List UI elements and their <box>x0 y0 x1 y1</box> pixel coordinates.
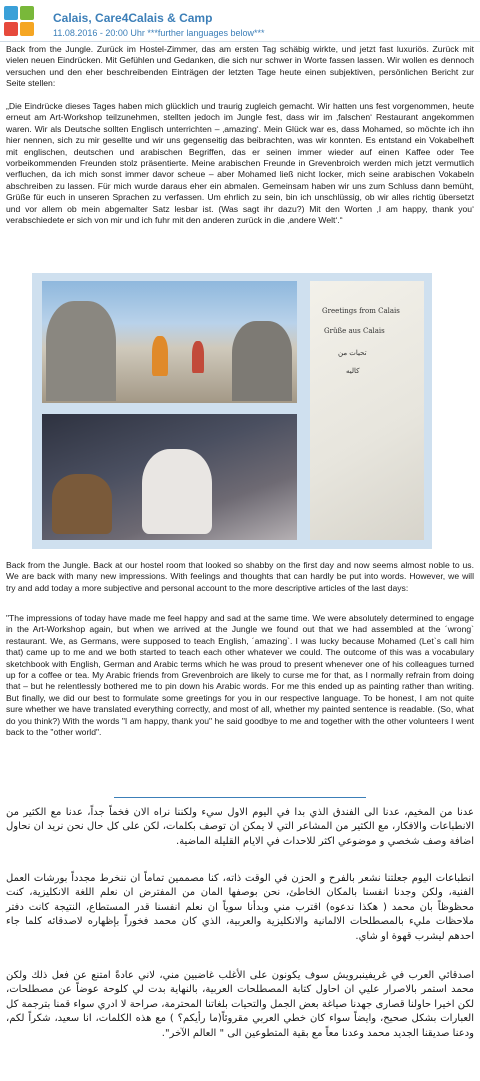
german-intro: Back from the Jungle. Zurück im Hostel-Zimmer, das am ersten Tag schäbig wirkte, und jetzt fast luxuriös. Zurück mit vielen neuen Eindrücken. Mit Gefühlen und Gedanken, die sich nur schwer in Worte fassen lassen. Wir wollen es dennoch versuchen und den eher beschreibenden Einträgen der letzten Tage heute einen subjektiven, persönlichen Bericht zur Seite stellen: <box>6 44 474 89</box>
language-divider <box>114 797 366 798</box>
english-quote: "The impressions of today have made me feel happy and sad at the same time. We were absolutely determined to engage in the Art-Workshop again, but when we arrived at the Jungle we found out that we had assembled at the ´wrong` restaurant. We, as Germans, were supposed to teach English, ´amazing`. I was lucky because Mohamed (Let`s call him that) came up to me and we both started to teach each other whatever we could. The outcome of this was a vocabulary sketchbook with English, German and Arabic terms which he was proud to present whenever one of his colleagues turned up for a coffee or tea. My Arabic friends from Grevenbroich are likely to curse me for that, as I normally refrain from doing that – but he relentlessly bothered me to pin down his Arabic words. For me this ended up as painting rather than writing. But finally, we did our best to formulate some greetings for you in our respective language. To be honest, I am not quite sure whether we have translated everything correctly, and most of all, whether my painted sentence is readable. (So, what do you think?) With the words "I am happy, thank you" he said goodbye to me and together with the other volunteers I went back to the "other world". <box>6 613 474 738</box>
logo-tile-red <box>4 22 18 36</box>
note-line: تحيات من <box>338 349 367 357</box>
english-intro: Back from the Jungle. Back at our hostel room that looked so shabby on the first day and now seems almost noble to us. We are back with many new impressions. With feelings and thoughts that can hardly be put into words. However, we will try and add today a more subjective and personal account to the more descriptive articles of the last days: <box>6 560 474 593</box>
arabic-paragraph-3: اصدقائي العرب في غريفينبرويش سوف يكونون على الأغلب غاضبين مني، لاني عادةً امتنع عن فعل ذلك ولكن محمد استمر بالاصرار عليي ان احاول كتابة المصطلحات العربية، بالنهاية بدت لي كلوحة عوضاً عن مصطلحات، لكن اخيرا حاولنا قصارى جهدنا صياغة بعض الجمل والتحيات بلغاتنا المحترمة، صراحة لا ادري سواء قمنا بترجمة كل العبارات بشكل صحيح، وايضاً سواء كان خطي العربي مقروئاً(ما رأيكم؟ ) مع هذه الكلمات، انا سعيد، شكراً لكم، ودعنا صديقنا الجديد محمد وعدنا معاً مع بقية المتطوعين الى " العالم الآخر". <box>6 970 474 1039</box>
post-meta: 11.08.2016 - 20:00 Uhr ***further languages below*** <box>53 28 265 38</box>
photo-collage <box>32 273 432 549</box>
tent-shape <box>232 321 292 401</box>
site-logo[interactable] <box>4 6 34 36</box>
person-figure <box>142 449 212 534</box>
note-line: Grüße aus Calais <box>324 327 385 335</box>
person-figure <box>52 474 112 534</box>
arabic-paragraph-2: انطباعات اليوم جعلتنا نشعر بالفرح و الحزن في الوقت ذاته، كنا مصممين تماماً ان ننخرط مجدداً بورشات العمل الفنية، ولكن وجدنا انفسنا بالمكان الخاطئ، نحن بوصفها المان من المفترض ان نعلم اللغة الانكليزية، كنت محظوظاً بان محمد ( هكذا ندعوه) اقترب مني وبدأنا سوياً ان نعلم انفسنا قدر المستطاع، النتيجة كانت دفتر ملاحظات مليء بالمصطلحات الالمانية والانكليزية والعربية، الذي كان محمد فخوراً بإظهاره لاصدقائه كلما جاء احدهم ليشرب قهوة او شاي. <box>6 873 474 942</box>
workshop-photo[interactable] <box>42 414 297 540</box>
camp-street-photo[interactable] <box>42 281 297 403</box>
post-title: Calais, Care4Calais & Camp <box>53 11 213 25</box>
logo-tile-orange <box>20 22 34 36</box>
person-figure <box>152 336 168 376</box>
post-header <box>0 0 480 42</box>
logo-tile-green <box>20 6 34 20</box>
notebook-photo[interactable] <box>310 281 424 540</box>
note-line: كاليه <box>346 367 360 375</box>
logo-tile-blue <box>4 6 18 20</box>
person-figure <box>192 341 204 373</box>
tent-shape <box>46 301 116 401</box>
note-line: Greetings from Calais <box>322 307 400 315</box>
german-quote: „Die Eindrücke dieses Tages haben mich glücklich und traurig zugleich gemacht. Wir hatten uns fest vorgenommen, heute erneut am Art-Workshop teilzunehmen, stellten jedoch im Jungle fest, dass wir im ‚falschen‘ Restaurant angekommen waren. Wir als Deutsche sollten Englisch unterrichten – ‚amazing‘. Mein Glück war es, dass Mohamed, so möchte ich ihn hier nennen, sich zu mir gesellte und wir uns gegenseitig das beibrachten, was wir konnten. Es entstand ein Vokabelheft mit englischen, deutschen und arabischen Begriffen, das er seinen immer wieder auf einen Kaffee oder Tee vorbeikommenden Freunden stolz präsentierte. Meine arabischen Freunde in Grevenbroich werden mich jetzt vermutlich verfluchen, da ich mich sonst immer davor scheue – aber Mohamed ließ nicht locker, mich seine arabischen Vokabeln abschreiben zu lassen. Für mich wurde daraus eher ein abmalen. Gemeinsam haben wir uns zum Schluss dann bemüht, Grüße für euch in unseren Sprachen zu verfassen. Um ehrlich zu sein, bin ich unschlüssig, ob wir alles richtig übersetzt und vor allem ob mein abgemalter Satz lesbar ist. (Was sagt ihr dazu?) Mit den Worten ‚I am happy, thank you‘ verabschiedete er sich von mir und ich fuhr mit den anderen zurück in die ‚andere Welt‘.“ <box>6 101 474 226</box>
arabic-paragraph-1: عدنا من المخيم، عدنا الى الفندق الذي بدا في اليوم الاول سيء ولكننا نراه الان فخماً جداً، عدنا مع الكثير من الانطباعات والافكار، مع الكثير من المشاعر التي لا يمكن ان توصف بكلمات، لكن على كل حال نحن نريد ان نحاول اضافة وصف شخصي و موضوعي اكثر للاحداث في الايام القليلة الماضية. <box>6 807 474 847</box>
